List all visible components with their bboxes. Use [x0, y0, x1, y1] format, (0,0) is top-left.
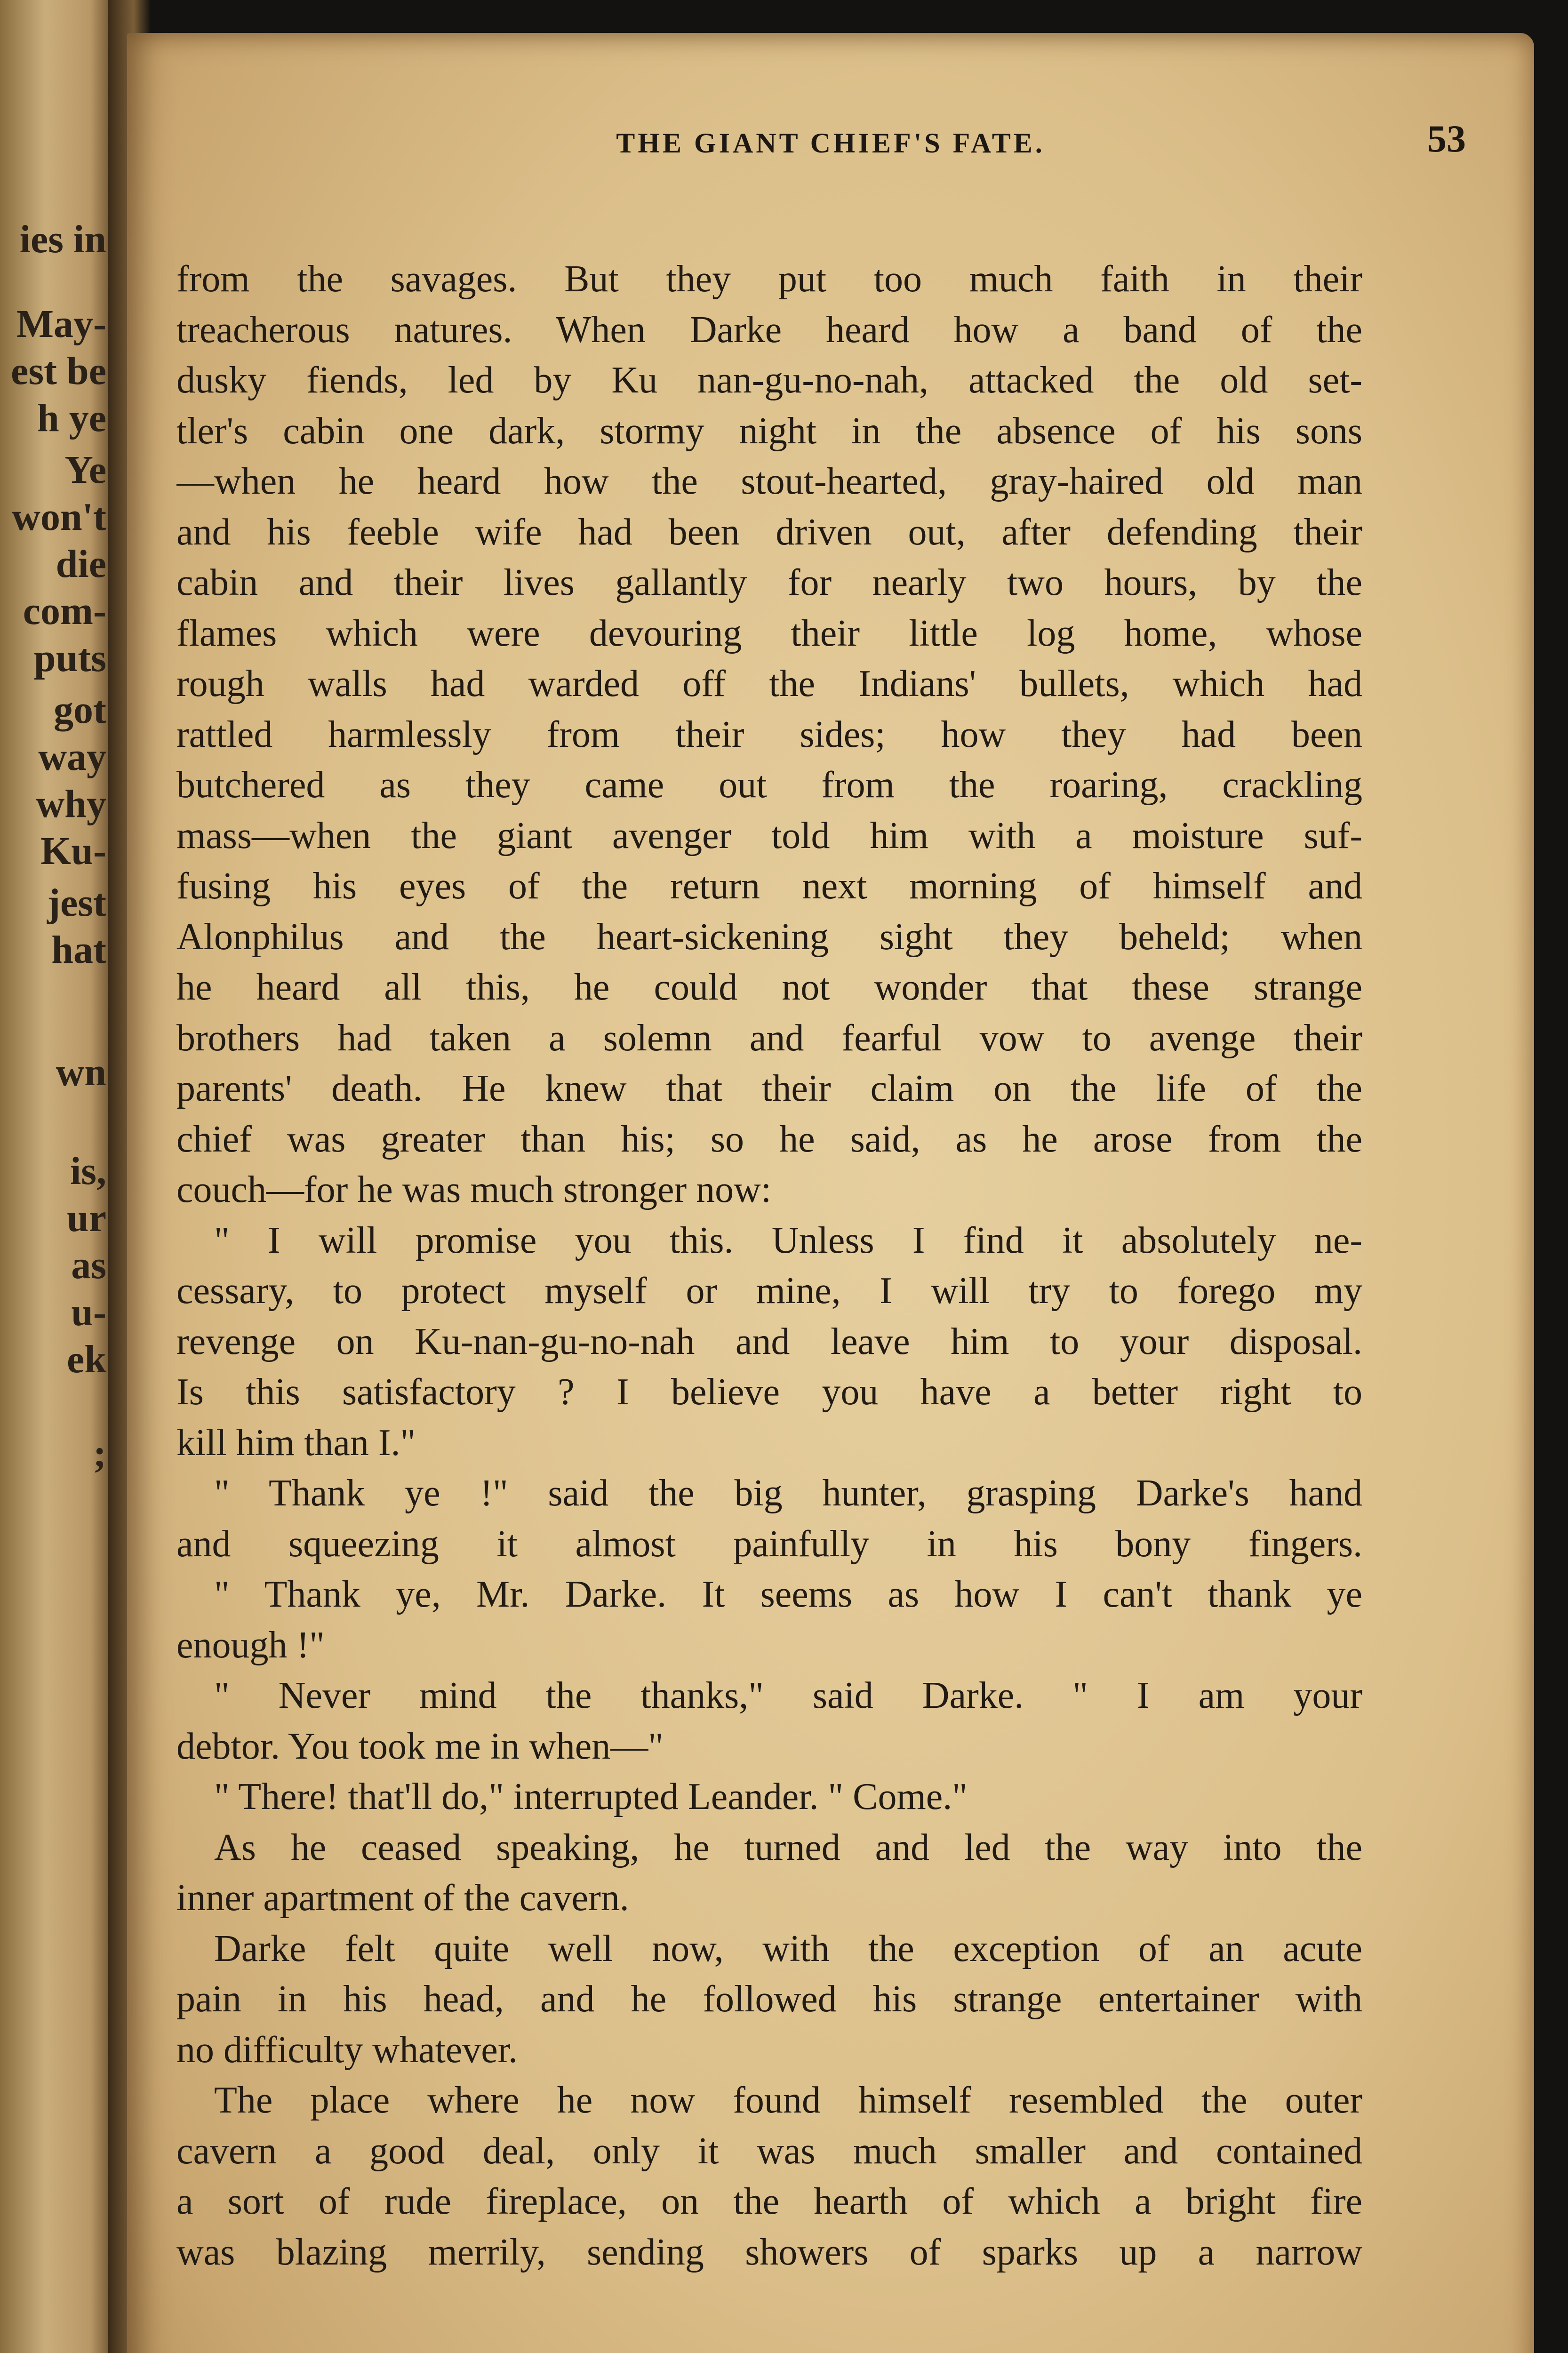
facing-page-fragment: as [71, 1243, 106, 1287]
text-line: rattled harmlessly from their sides; how they had been [176, 713, 1362, 755]
facing-page-fragment: won't [12, 495, 106, 539]
text-line: cavern a good deal, only it was much smaller and contained [176, 2130, 1362, 2172]
facing-page-fragment: ies in [19, 217, 106, 261]
facing-page-fragment: jest [47, 881, 106, 925]
facing-page-fragment: hat [51, 928, 106, 972]
page-number: 53 [1427, 117, 1466, 160]
text-line: dusky fiends, led by Ku nan-gu-no-nah, attacked the old set- [176, 360, 1362, 401]
facing-page-fragment: why [36, 782, 106, 826]
facing-page-fragment: way [38, 735, 106, 779]
text-line: The place where he now found himself resembled the outer [214, 2080, 1362, 2121]
facing-page-edge [0, 0, 113, 2353]
text-line: chief was greater than his; so he said, as he arose from the [176, 1118, 1362, 1160]
text-line: Alonphilus and the heart-sickening sight they beheld; when [176, 916, 1362, 958]
text-line: mass—when the giant avenger told him with a moisture suf- [176, 815, 1362, 856]
text-line: pain in his head, and he followed his strange entertainer with [176, 1978, 1362, 2020]
text-line: cabin and their lives gallantly for nearly two hours, by the [176, 562, 1362, 603]
text-line: was blazing merrily, sending showers of sparks up a narrow [176, 2231, 1362, 2273]
text-line: inner apartment of the cavern. [176, 1877, 629, 1919]
text-line: he heard all this, he could not wonder that these strange [176, 967, 1362, 1008]
text-line: butchered as they came out from the roaring, crackling [176, 764, 1362, 806]
text-line: a sort of rude fireplace, on the hearth of which a bright fire [176, 2181, 1362, 2222]
text-line: " I will promise you this. Unless I find it absolutely ne- [214, 1219, 1362, 1261]
text-line: " Thank ye !" said the big hunter, grasping Darke's hand [214, 1473, 1362, 1514]
text-line: As he ceased speaking, he turned and led the way into the [214, 1826, 1362, 1868]
text-line: kill him than I." [176, 1422, 416, 1464]
text-line: fusing his eyes of the return next morning of himself and [176, 865, 1362, 907]
text-line: treacherous natures. When Darke heard how a band of the [176, 309, 1362, 351]
facing-page-fragment: ur [67, 1196, 106, 1240]
text-line: enough !" [176, 1624, 325, 1666]
facing-page-fragment: h ye [37, 396, 106, 440]
facing-page-fragment: wn [56, 1050, 106, 1094]
facing-page-fragment: est be [11, 349, 106, 393]
text-line: Darke felt quite well now, with the exception of an acute [214, 1928, 1362, 1969]
facing-page-fragment: May- [16, 302, 106, 346]
running-head: THE GIANT CHIEF'S FATE. [616, 128, 1045, 159]
text-line: parents' death. He knew that their claim on the life of the [176, 1068, 1362, 1109]
text-line: " Never mind the thanks," said Darke. " I am your [214, 1675, 1362, 1716]
facing-page-fragment: puts [33, 636, 106, 680]
text-line: rough walls had warded off the Indians' bullets, which had [176, 663, 1362, 704]
facing-page-fragment: is, [70, 1149, 106, 1193]
facing-page-fragment: Ku- [40, 829, 106, 873]
text-line: and his feeble wife had been driven out, after defending their [176, 511, 1362, 553]
text-line: cessary, to protect myself or mine, I will try to forego my [176, 1270, 1362, 1312]
text-line: brothers had taken a solemn and fearful vow to avenge their [176, 1017, 1362, 1059]
facing-page-fragment: got [54, 688, 106, 732]
book-page [127, 33, 1534, 2353]
facing-page-fragment: u- [71, 1290, 106, 1334]
facing-page-fragment: com- [23, 589, 106, 633]
facing-page-fragment: ; [93, 1432, 106, 1475]
text-line: debtor. You took me in when—" [176, 1725, 664, 1767]
text-line: —when he heard how the stout-hearted, gray-haired old man [176, 461, 1362, 502]
text-line: " Thank ye, Mr. Darke. It seems as how I can't thank ye [214, 1574, 1362, 1615]
facing-page-fragment: ek [67, 1337, 106, 1381]
text-line: tler's cabin one dark, stormy night in the absence of his sons [176, 410, 1362, 452]
text-line: no difficulty whatever. [176, 2029, 518, 2071]
text-line: and squeezing it almost painfully in his bony fingers. [176, 1523, 1362, 1565]
text-line: flames which were devouring their little log home, whose [176, 612, 1362, 654]
text-line: couch—for he was much stronger now: [176, 1169, 772, 1210]
text-line: " There! that'll do," interrupted Leander. " Come." [214, 1776, 968, 1817]
text-line: Is this satisfactory ? I believe you have a better right to [176, 1371, 1362, 1413]
body-text [176, 254, 1362, 2278]
text-line: from the savages. But they put too much faith in their [176, 258, 1362, 300]
facing-page-fragment: Ye [64, 448, 106, 492]
text-line: revenge on Ku-nan-gu-no-nah and leave him to your disposal. [176, 1321, 1362, 1362]
facing-page-fragment: die [56, 542, 106, 586]
